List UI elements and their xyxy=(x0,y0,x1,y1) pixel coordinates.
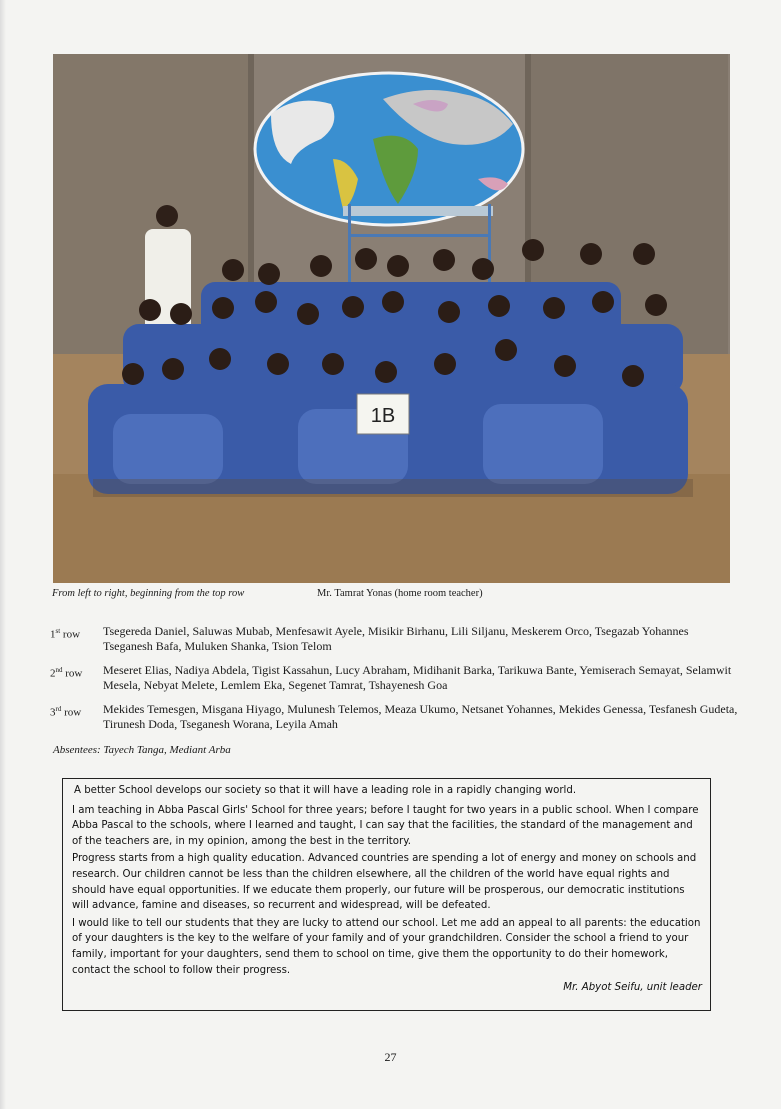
row-2 xyxy=(50,663,740,693)
caption-teacher: Mr. Tamrat Yonas (home room teacher) xyxy=(317,588,483,599)
statement-paragraph: Progress starts from a high quality education. Advanced countries are spending a lot of energy and money on schools and research. Our children cannot be less than the children elsewhere, all the children of the world have equal rights and should have equal opportunities. If we educate them properly, our future will be prosperous, our democratic institutions will advance, famine and diseases, so recurrent and widespread, will be defeated. xyxy=(72,853,697,912)
statement-paragraph: I am teaching in Abba Pascal Girls' School for three years; before I taught for two years in a public school. When I compare Abba Pascal to the schools, where I learned and taught, I can say that the facilities, the standard of the management and of the teachers are, in my opinion, among the best in the territory. xyxy=(72,804,699,847)
row-label: 1st row xyxy=(50,627,81,641)
row-label: 2nd row xyxy=(50,666,83,680)
absentees-line: Absentees: Tayech Tanga, Mediant Arba xyxy=(53,744,231,756)
unit-leader-statement xyxy=(62,778,711,1011)
page-edge-shadow xyxy=(0,0,6,1109)
row-names: Meseret Elias, Nadiya Abdela, Tigist Kassahun, Lucy Abraham, Midihanit Barka, Tarikuwa Bante, Yemiserach Semayat, Selamwit Mesela, Nebyat Melete, Lemlem Eka, Segenet Tamrat, Tshayenesh Goa xyxy=(103,663,732,692)
caption-order-note: From left to right, beginning from the top row xyxy=(52,588,245,599)
row-3 xyxy=(50,702,740,732)
row-label: 3rd row xyxy=(50,705,82,719)
world-map-mural xyxy=(255,73,523,225)
class-sign-label: 1B xyxy=(370,405,396,427)
row-names: Mekides Temesgen, Misgana Hiyago, Mulunesh Telemos, Meaza Ukumo, Netsanet Yohannes, Mekides Genessa, Tesfanesh Gudeta, Tirunesh Doda, Tseganesh Worana, Leyila Amah xyxy=(103,702,738,731)
statement-signature: Mr. Abyot Seifu, unit leader xyxy=(563,982,702,994)
row-names: Tsegereda Daniel, Saluwas Mubab, Menfesawit Ayele, Misikir Birhanu, Lili Siljanu, Meskerem Orco, Tsegazab Yohannes Tseganesh Bafa, Muluken Shanka, Tsion Telom xyxy=(103,624,689,653)
statement-paragraph: A better School develops our society so that it will have a leading role in a rapidly changing world. xyxy=(74,785,577,796)
page-number: 27 xyxy=(384,1050,397,1064)
class-photo xyxy=(53,54,730,583)
statement-paragraph: I would like to tell our students that they are lucky to attend our school. Let me add an appeal to all parents: the education of your daughters is the key to the welfare of your family and of your grandchildren. Consider the school a friend to your family, important for your daughters, send them to school on time, give them the opportunity to do their homework, contact the school to follow their progress. xyxy=(72,917,701,976)
student-name-rows xyxy=(50,624,740,741)
photo-caption xyxy=(52,588,732,604)
class-sign xyxy=(357,394,409,434)
row-1 xyxy=(50,624,740,654)
